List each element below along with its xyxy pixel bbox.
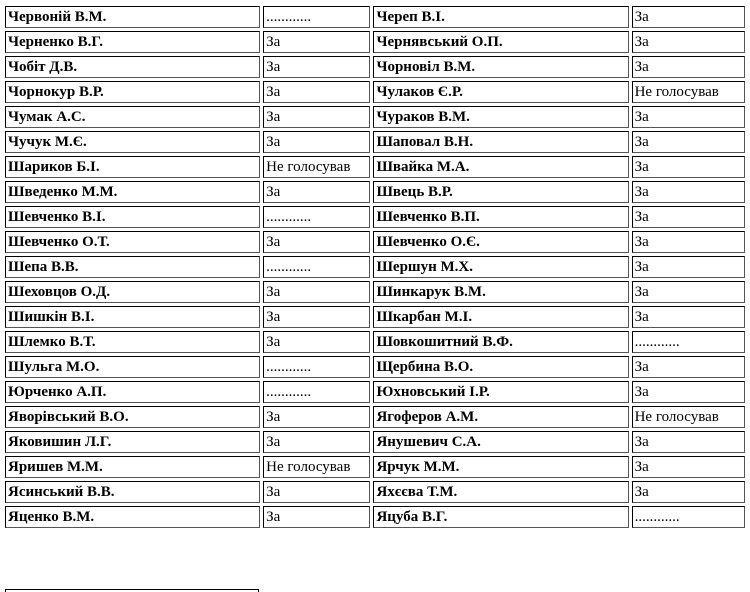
- deputy-name-cell: Шовкошитний В.Ф.: [373, 331, 628, 353]
- deputy-name-cell: Шаповал В.Н.: [373, 131, 628, 153]
- table-row: [5, 256, 745, 278]
- vote-result-cell: За: [632, 256, 745, 278]
- vote-result-cell: За: [632, 231, 745, 253]
- deputy-name-cell: Шульга М.О.: [5, 356, 260, 378]
- vote-result-cell: За: [632, 106, 745, 128]
- vote-result-cell: За: [263, 106, 370, 128]
- table-row: [5, 506, 745, 528]
- vote-result-cell: За: [263, 281, 370, 303]
- deputy-name-cell: Шведенко М.М.: [5, 181, 260, 203]
- deputy-name-cell: Яцуба В.Г.: [373, 506, 628, 528]
- deputy-name-cell: Шевченко В.П.: [373, 206, 628, 228]
- deputy-name-cell: Ясинський В.В.: [5, 481, 260, 503]
- vote-result-cell: Не голосував: [263, 156, 370, 178]
- deputy-name-cell: Шепа В.В.: [5, 256, 260, 278]
- vote-result-cell: ............: [263, 356, 370, 378]
- vote-result-cell: За: [632, 456, 745, 478]
- table-row: [5, 306, 745, 328]
- vote-result-cell: За: [263, 331, 370, 353]
- table-row: [5, 281, 745, 303]
- deputy-name-cell: Яхєєва Т.М.: [373, 481, 628, 503]
- deputy-name-cell: Чорнокур В.Р.: [5, 81, 260, 103]
- deputy-name-cell: Янушевич С.А.: [373, 431, 628, 453]
- vote-result-cell: ............: [632, 331, 745, 353]
- deputy-name-cell: Яценко В.М.: [5, 506, 260, 528]
- deputy-name-cell: Черненко В.Г.: [5, 31, 260, 53]
- table-row: [5, 231, 745, 253]
- table-row: [5, 206, 745, 228]
- deputy-name-cell: Ягоферов А.М.: [373, 406, 628, 428]
- vote-result-cell: За: [263, 131, 370, 153]
- table-row: [5, 406, 745, 428]
- table-row: [5, 431, 745, 453]
- deputy-name-cell: Чучук М.Є.: [5, 131, 260, 153]
- vote-result-cell: Не голосував: [263, 456, 370, 478]
- deputy-name-cell: Шлемко В.Т.: [5, 331, 260, 353]
- deputy-name-cell: Яковишин Л.Г.: [5, 431, 260, 453]
- deputy-name-cell: Шершун М.Х.: [373, 256, 628, 278]
- vote-result-cell: За: [263, 31, 370, 53]
- deputy-name-cell: Череп В.І.: [373, 6, 628, 28]
- vote-result-cell: За: [632, 31, 745, 53]
- table-row: [5, 56, 745, 78]
- vote-result-cell: За: [632, 181, 745, 203]
- deputy-name-cell: Шевченко В.І.: [5, 206, 260, 228]
- vote-result-cell: ............: [263, 256, 370, 278]
- table-row: [5, 6, 745, 28]
- vote-result-cell: За: [632, 281, 745, 303]
- vote-result-cell: За: [263, 81, 370, 103]
- vote-result-cell: За: [632, 156, 745, 178]
- table-row: [5, 456, 745, 478]
- vote-result-cell: За: [632, 206, 745, 228]
- vote-result-cell: За: [632, 131, 745, 153]
- table-row: [5, 381, 745, 403]
- vote-result-cell: За: [263, 431, 370, 453]
- deputy-name-cell: Чорновіл В.М.: [373, 56, 628, 78]
- deputy-name-cell: Швець В.Р.: [373, 181, 628, 203]
- table-row: [5, 131, 745, 153]
- vote-result-cell: ............: [632, 506, 745, 528]
- vote-result-cell: За: [263, 306, 370, 328]
- vote-results-table: [2, 3, 748, 531]
- vote-result-cell: За: [263, 231, 370, 253]
- deputy-name-cell: Яришев М.М.: [5, 456, 260, 478]
- deputy-name-cell: Чобіт Д.В.: [5, 56, 260, 78]
- table-row: [5, 106, 745, 128]
- deputy-name-cell: Шевченко О.Т.: [5, 231, 260, 253]
- table-row: [5, 481, 745, 503]
- deputy-name-cell: Шариков Б.І.: [5, 156, 260, 178]
- vote-result-cell: Не голосував: [632, 81, 745, 103]
- vote-result-cell: За: [632, 306, 745, 328]
- deputy-name-cell: Щербина В.О.: [373, 356, 628, 378]
- table-row: [5, 331, 745, 353]
- vote-result-cell: ............: [263, 206, 370, 228]
- deputy-name-cell: Юхновський І.Р.: [373, 381, 628, 403]
- vote-result-cell: За: [263, 56, 370, 78]
- vote-result-cell: За: [263, 481, 370, 503]
- table-row: [5, 181, 745, 203]
- deputy-name-cell: Шевченко О.Є.: [373, 231, 628, 253]
- vote-result-cell: За: [632, 56, 745, 78]
- vote-result-cell: За: [632, 431, 745, 453]
- vote-result-cell: За: [632, 381, 745, 403]
- deputy-name-cell: Шишкін В.І.: [5, 306, 260, 328]
- vote-result-cell: За: [263, 181, 370, 203]
- deputy-name-cell: Чулаков Є.Р.: [373, 81, 628, 103]
- vote-result-cell: За: [632, 6, 745, 28]
- deputy-name-cell: Чумак А.С.: [5, 106, 260, 128]
- table-row: [5, 31, 745, 53]
- deputy-name-cell: Чураков В.М.: [373, 106, 628, 128]
- deputy-name-cell: Шкарбан М.І.: [373, 306, 628, 328]
- table-row: [5, 81, 745, 103]
- vote-results-body: [5, 6, 745, 528]
- deputy-name-cell: Чернявський О.П.: [373, 31, 628, 53]
- deputy-name-cell: Шеховцов О.Д.: [5, 281, 260, 303]
- deputy-name-cell: Ярчук М.М.: [373, 456, 628, 478]
- vote-result-cell: Не голосував: [632, 406, 745, 428]
- deputy-name-cell: Юрченко А.П.: [5, 381, 260, 403]
- table-row: [5, 356, 745, 378]
- vote-result-cell: ............: [263, 381, 370, 403]
- deputy-name-cell: Яворівський В.О.: [5, 406, 260, 428]
- vote-result-cell: За: [263, 406, 370, 428]
- deputy-name-cell: Червоній В.М.: [5, 6, 260, 28]
- vote-result-cell: За: [632, 481, 745, 503]
- vote-result-cell: За: [632, 356, 745, 378]
- table-row: [5, 156, 745, 178]
- vote-result-cell: За: [263, 506, 370, 528]
- deputy-name-cell: Швайка М.А.: [373, 156, 628, 178]
- vote-result-cell: ............: [263, 6, 370, 28]
- deputy-name-cell: Шинкарук В.М.: [373, 281, 628, 303]
